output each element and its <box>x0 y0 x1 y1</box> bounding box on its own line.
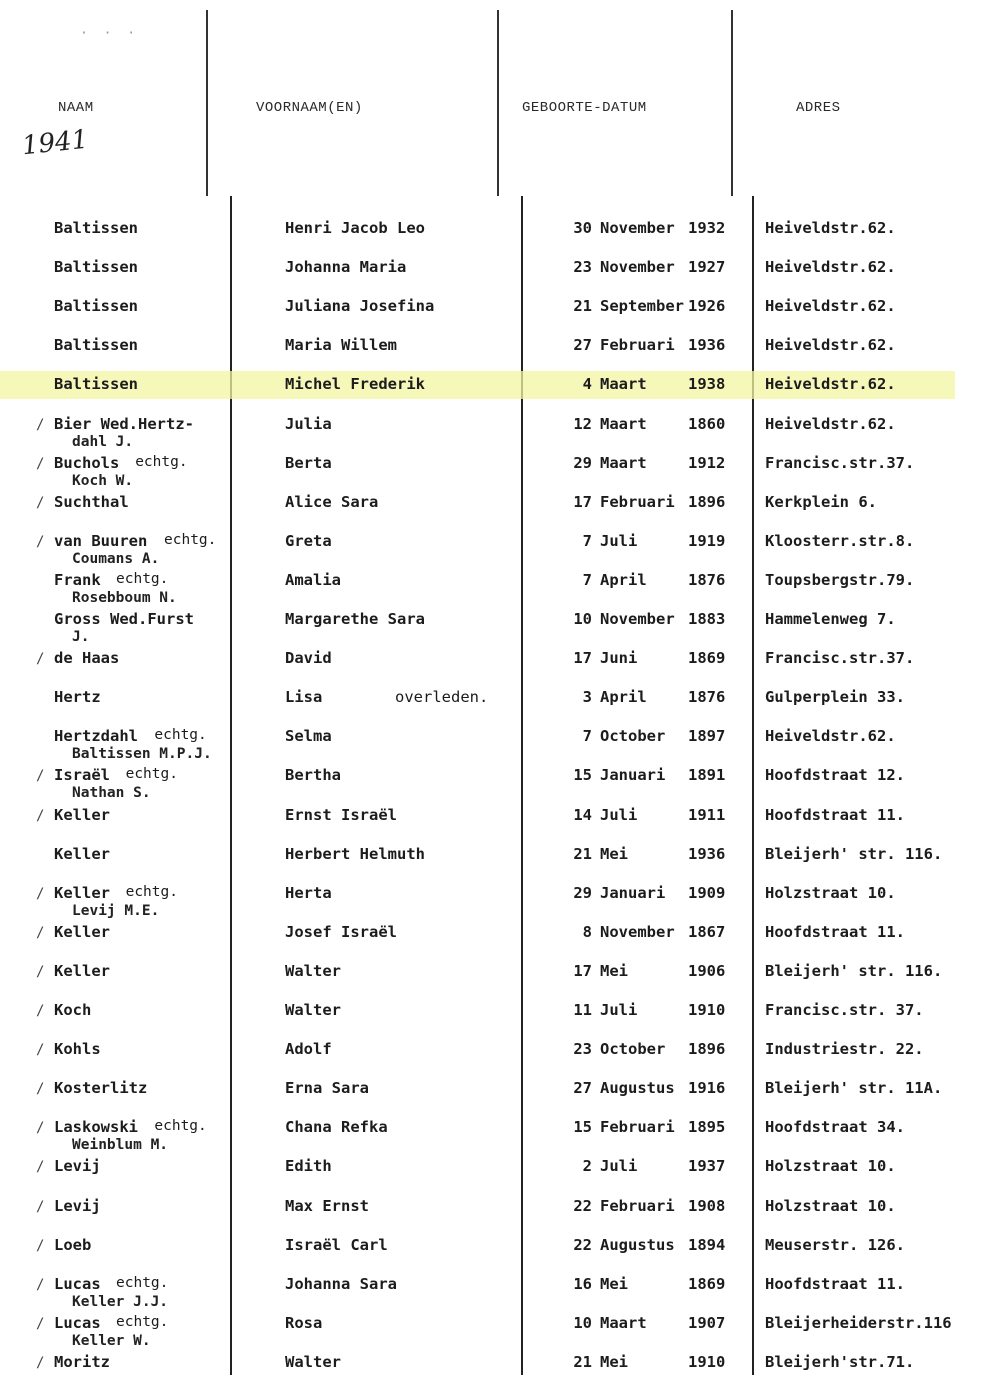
surname-cell: Hertz <box>54 688 101 706</box>
given-names-cell: Amalia <box>285 571 341 589</box>
table-row <box>0 336 1000 376</box>
birth-day-cell: 15 <box>573 1118 592 1136</box>
address-cell: Francisc.str.37. <box>765 454 915 472</box>
address-cell: Heiveldstr.62. <box>765 336 896 354</box>
table-row <box>0 415 1000 455</box>
spouse-name: dahl J. <box>72 434 134 450</box>
birth-year-cell: 1891 <box>688 766 726 784</box>
given-names-cell: Max Ernst <box>285 1197 369 1215</box>
birth-year-cell: 1926 <box>688 297 726 315</box>
given-names-cell: Johanna Sara <box>285 1275 397 1293</box>
birth-day-cell: 23 <box>573 258 592 276</box>
given-names-cell: Adolf <box>285 1040 332 1058</box>
spouse-marker: echtg. <box>154 727 207 743</box>
birth-month-cell: Maart <box>600 454 647 472</box>
surname-cell: Lucas <box>54 1314 101 1332</box>
birth-year-cell: 1876 <box>688 688 726 706</box>
birth-month-cell: Augustus <box>600 1079 675 1097</box>
check-mark: / <box>36 651 45 667</box>
birth-year-cell: 1895 <box>688 1118 726 1136</box>
surname-cell: Loeb <box>54 1236 92 1254</box>
remark: overleden. <box>395 688 489 706</box>
check-mark: / <box>36 808 45 824</box>
given-names-cell: Lisa <box>285 688 323 706</box>
birth-year-cell: 1936 <box>688 336 726 354</box>
birth-day-cell: 29 <box>573 454 592 472</box>
surname-cell: Laskowski <box>54 1118 138 1136</box>
handwritten-annotation: 1941 <box>20 124 90 162</box>
birth-year-cell: 1908 <box>688 1197 726 1215</box>
birth-month-cell: November <box>600 923 675 941</box>
surname-cell: Frank <box>54 571 101 589</box>
birth-day-cell: 17 <box>573 493 592 511</box>
surname-cell: Levij <box>54 1157 101 1175</box>
birth-month-cell: Mei <box>600 962 628 980</box>
spouse-name: Rosebboum N. <box>72 590 177 606</box>
surname-cell: Hertzdahl <box>54 727 138 745</box>
table-row <box>0 1314 1000 1354</box>
table-row <box>0 1157 1000 1197</box>
address-cell: Gulperplein 33. <box>765 688 905 706</box>
surname-cell: Moritz <box>54 1353 110 1371</box>
check-mark: / <box>36 1003 45 1019</box>
birth-year-cell: 1927 <box>688 258 726 276</box>
birth-year-cell: 1906 <box>688 962 726 980</box>
table-row <box>0 884 1000 924</box>
birth-day-cell: 3 <box>582 688 592 706</box>
birth-month-cell: Juli <box>600 1157 638 1175</box>
header-divider <box>497 10 499 196</box>
table-row <box>0 1079 1000 1119</box>
address-cell: Kerkplein 6. <box>765 493 877 511</box>
check-mark: / <box>36 1042 45 1058</box>
birth-day-cell: 23 <box>573 1040 592 1058</box>
check-mark: / <box>36 456 45 472</box>
given-names-cell: Selma <box>285 727 332 745</box>
table-row <box>0 375 1000 415</box>
spouse-name: Koch W. <box>72 473 134 489</box>
spouse-name: Weinblum M. <box>72 1137 169 1153</box>
birth-year-cell: 1907 <box>688 1314 726 1332</box>
birth-day-cell: 7 <box>582 727 592 745</box>
check-mark: / <box>36 1081 45 1097</box>
header-divider <box>731 10 733 196</box>
given-names-cell: Bertha <box>285 766 341 784</box>
given-names-cell: Maria Willem <box>285 336 397 354</box>
birth-year-cell: 1867 <box>688 923 726 941</box>
given-names-cell: Israël Carl <box>285 1236 388 1254</box>
table-row <box>0 766 1000 806</box>
birth-day-cell: 14 <box>573 806 592 824</box>
given-names-cell: Berta <box>285 454 332 472</box>
birth-year-cell: 1936 <box>688 845 726 863</box>
birth-year-cell: 1869 <box>688 1275 726 1293</box>
birth-year-cell: 1912 <box>688 454 726 472</box>
address-cell: Francisc.str. 37. <box>765 1001 924 1019</box>
surname-cell: Kosterlitz <box>54 1079 148 1097</box>
spouse-name: Coumans A. <box>72 551 160 567</box>
address-cell: Hoofdstraat 11. <box>765 923 905 941</box>
birth-year-cell: 1910 <box>688 1001 726 1019</box>
spouse-name: Keller J.J. <box>72 1294 169 1310</box>
surname-cell: Buchols <box>54 454 120 472</box>
birth-year-cell: 1896 <box>688 1040 726 1058</box>
surname-cell: Israël <box>54 766 110 784</box>
address-cell: Heiveldstr.62. <box>765 727 896 745</box>
given-names-cell: Juliana Josefina <box>285 297 435 315</box>
table-row <box>0 1353 1000 1393</box>
birth-year-cell: 1876 <box>688 571 726 589</box>
surname-cell: Koch <box>54 1001 92 1019</box>
address-cell: Bleijerheiderstr.116 <box>765 1314 952 1332</box>
birth-day-cell: 15 <box>573 766 592 784</box>
birth-day-cell: 11 <box>573 1001 592 1019</box>
check-mark: / <box>36 1316 45 1332</box>
birth-day-cell: 4 <box>582 375 592 393</box>
surname-cell: Keller <box>54 845 110 863</box>
surname-cell: Baltissen <box>54 297 138 315</box>
spouse-name: Nathan S. <box>72 785 151 801</box>
table-row <box>0 923 1000 963</box>
birth-day-cell: 7 <box>582 571 592 589</box>
address-cell: Holzstraat 10. <box>765 1157 896 1175</box>
surname-cell: Gross Wed.Furst <box>54 610 194 628</box>
address-cell: Bleijerh' str. 116. <box>765 845 943 863</box>
table-row <box>0 727 1000 767</box>
birth-year-cell: 1897 <box>688 727 726 745</box>
birth-year-cell: 1883 <box>688 610 726 628</box>
surname-cell: van Buuren <box>54 532 148 550</box>
birth-month-cell: Januari <box>600 766 666 784</box>
birth-month-cell: Februari <box>600 336 675 354</box>
address-cell: Hoofdstraat 34. <box>765 1118 905 1136</box>
given-names-cell: Rosa <box>285 1314 323 1332</box>
birth-day-cell: 10 <box>573 610 592 628</box>
check-mark: / <box>36 1277 45 1293</box>
surname-cell: Lucas <box>54 1275 101 1293</box>
table-row <box>0 688 1000 728</box>
surname-cell: Kohls <box>54 1040 101 1058</box>
birth-day-cell: 21 <box>573 1353 592 1371</box>
birth-day-cell: 21 <box>573 297 592 315</box>
address-cell: Heiveldstr.62. <box>765 415 896 433</box>
birth-month-cell: Maart <box>600 415 647 433</box>
address-cell: Hammelenweg 7. <box>765 610 896 628</box>
address-cell: Industriestr. 22. <box>765 1040 924 1058</box>
given-names-cell: Walter <box>285 1001 341 1019</box>
birth-year-cell: 1860 <box>688 415 726 433</box>
given-names-cell: Walter <box>285 1353 341 1371</box>
given-names-cell: Julia <box>285 415 332 433</box>
birth-month-cell: Juni <box>600 649 638 667</box>
birth-month-cell: October <box>600 1040 666 1058</box>
surname-cell: Keller <box>54 806 110 824</box>
birth-year-cell: 1938 <box>688 375 726 393</box>
surname-cell: Baltissen <box>54 375 138 393</box>
birth-month-cell: Mei <box>600 1275 628 1293</box>
header-naam: NAAM <box>58 100 94 116</box>
birth-day-cell: 30 <box>573 219 592 237</box>
birth-day-cell: 27 <box>573 1079 592 1097</box>
address-cell: Holzstraat 10. <box>765 1197 896 1215</box>
surname-cell: Baltissen <box>54 219 138 237</box>
check-mark: / <box>36 1120 45 1136</box>
given-names-cell: Greta <box>285 532 332 550</box>
address-cell: Bleijerh'str.71. <box>765 1353 915 1371</box>
surname-cell: Suchthal <box>54 493 129 511</box>
spouse-marker: echtg. <box>116 1275 169 1291</box>
check-mark: / <box>36 1199 45 1215</box>
birth-month-cell: Maart <box>600 375 647 393</box>
birth-year-cell: 1909 <box>688 884 726 902</box>
birth-year-cell: 1916 <box>688 1079 726 1097</box>
address-cell: Heiveldstr.62. <box>765 219 896 237</box>
birth-month-cell: October <box>600 727 666 745</box>
surname-cell: de Haas <box>54 649 120 667</box>
table-row <box>0 610 1000 650</box>
birth-day-cell: 22 <box>573 1197 592 1215</box>
table-header <box>0 0 1000 196</box>
table-row <box>0 493 1000 533</box>
given-names-cell: Alice Sara <box>285 493 379 511</box>
surname-cell: Levij <box>54 1197 101 1215</box>
surname-cell: Baltissen <box>54 336 138 354</box>
given-names-cell: Ernst Israël <box>285 806 397 824</box>
birth-year-cell: 1894 <box>688 1236 726 1254</box>
check-mark: / <box>36 417 45 433</box>
surname-cell: Keller <box>54 884 110 902</box>
spouse-name: Baltissen M.P.J. <box>72 746 212 762</box>
birth-month-cell: Mei <box>600 845 628 863</box>
address-cell: Toupsbergstr.79. <box>765 571 915 589</box>
birth-day-cell: 12 <box>573 415 592 433</box>
table-row <box>0 1197 1000 1237</box>
check-mark: / <box>36 886 45 902</box>
given-names-cell: Michel Frederik <box>285 375 425 393</box>
birth-day-cell: 17 <box>573 649 592 667</box>
header-adres: ADRES <box>796 100 841 116</box>
birth-day-cell: 29 <box>573 884 592 902</box>
address-cell: Hoofdstraat 11. <box>765 1275 905 1293</box>
table-row <box>0 845 1000 885</box>
check-mark: / <box>36 534 45 550</box>
given-names-cell: Johanna Maria <box>285 258 407 276</box>
surname-cell: Baltissen <box>54 258 138 276</box>
surname-cell: Bier Wed.Hertz- <box>54 415 194 433</box>
header-voornamen: VOORNAAM(EN) <box>256 100 363 116</box>
table-row <box>0 649 1000 689</box>
given-names-cell: Josef Israël <box>285 923 397 941</box>
birth-month-cell: Februari <box>600 1197 675 1215</box>
birth-month-cell: September <box>600 297 684 315</box>
birth-month-cell: Juli <box>600 806 638 824</box>
spouse-marker: echtg. <box>154 1118 207 1134</box>
spouse-name: J. <box>72 629 90 645</box>
birth-month-cell: November <box>600 258 675 276</box>
birth-day-cell: 22 <box>573 1236 592 1254</box>
birth-month-cell: Mei <box>600 1353 628 1371</box>
birth-day-cell: 21 <box>573 845 592 863</box>
given-names-cell: Chana Refka <box>285 1118 388 1136</box>
address-cell: Francisc.str.37. <box>765 649 915 667</box>
table-row <box>0 571 1000 611</box>
birth-day-cell: 17 <box>573 962 592 980</box>
header-divider <box>206 10 208 196</box>
birth-year-cell: 1910 <box>688 1353 726 1371</box>
birth-month-cell: Februari <box>600 1118 675 1136</box>
table-row <box>0 219 1000 259</box>
check-mark: / <box>36 768 45 784</box>
birth-day-cell: 27 <box>573 336 592 354</box>
table-row <box>0 962 1000 1002</box>
given-names-cell: Herta <box>285 884 332 902</box>
birth-year-cell: 1869 <box>688 649 726 667</box>
header-geboorte-datum: GEBOORTE-DATUM <box>522 100 647 116</box>
spouse-marker: echtg. <box>116 571 169 587</box>
address-cell: Heiveldstr.62. <box>765 258 896 276</box>
table-row <box>0 454 1000 494</box>
spouse-marker: echtg. <box>135 454 188 470</box>
birth-day-cell: 10 <box>573 1314 592 1332</box>
birth-month-cell: November <box>600 219 675 237</box>
birth-year-cell: 1932 <box>688 219 726 237</box>
address-cell: Hoofdstraat 11. <box>765 806 905 824</box>
address-cell: Heiveldstr.62. <box>765 297 896 315</box>
spouse-name: Levij M.E. <box>72 903 160 919</box>
table-row <box>0 1275 1000 1315</box>
surname-cell: Keller <box>54 923 110 941</box>
given-names-cell: Edith <box>285 1157 332 1175</box>
spouse-marker: echtg. <box>125 766 178 782</box>
given-names-cell: Walter <box>285 962 341 980</box>
check-mark: / <box>36 1238 45 1254</box>
table-row <box>0 532 1000 572</box>
check-mark: / <box>36 1355 45 1371</box>
birth-month-cell: Februari <box>600 493 675 511</box>
address-cell: Heiveldstr.62. <box>765 375 896 393</box>
birth-day-cell: 7 <box>582 532 592 550</box>
spouse-marker: echtg. <box>125 884 178 900</box>
address-cell: Holzstraat 10. <box>765 884 896 902</box>
table-row <box>0 1040 1000 1080</box>
birth-year-cell: 1937 <box>688 1157 726 1175</box>
table-row <box>0 1001 1000 1041</box>
birth-year-cell: 1919 <box>688 532 726 550</box>
address-cell: Meuserstr. 126. <box>765 1236 905 1254</box>
birth-month-cell: Maart <box>600 1314 647 1332</box>
birth-day-cell: 16 <box>573 1275 592 1293</box>
birth-year-cell: 1911 <box>688 806 726 824</box>
birth-year-cell: 1896 <box>688 493 726 511</box>
check-mark: / <box>36 925 45 941</box>
given-names-cell: Henri Jacob Leo <box>285 219 425 237</box>
spouse-marker: echtg. <box>116 1314 169 1330</box>
address-cell: Kloosterr.str.8. <box>765 532 915 550</box>
birth-month-cell: Juli <box>600 532 638 550</box>
table-row <box>0 297 1000 337</box>
birth-month-cell: April <box>600 571 647 589</box>
address-cell: Bleijerh' str. 116. <box>765 962 943 980</box>
surname-cell: Keller <box>54 962 110 980</box>
check-mark: / <box>36 495 45 511</box>
table-row <box>0 806 1000 846</box>
table-row <box>0 258 1000 298</box>
spouse-name: Keller W. <box>72 1333 151 1349</box>
given-names-cell: Margarethe Sara <box>285 610 425 628</box>
check-mark: / <box>36 964 45 980</box>
smudge-marks: · · · <box>80 26 140 41</box>
birth-month-cell: Juli <box>600 1001 638 1019</box>
table-row <box>0 1118 1000 1158</box>
spouse-marker: echtg. <box>164 532 217 548</box>
birth-month-cell: November <box>600 610 675 628</box>
birth-month-cell: Januari <box>600 884 666 902</box>
address-cell: Hoofdstraat 12. <box>765 766 905 784</box>
given-names-cell: Erna Sara <box>285 1079 369 1097</box>
given-names-cell: David <box>285 649 332 667</box>
address-cell: Bleijerh' str. 11A. <box>765 1079 943 1097</box>
given-names-cell: Herbert Helmuth <box>285 845 425 863</box>
birth-month-cell: April <box>600 688 647 706</box>
birth-day-cell: 2 <box>582 1157 592 1175</box>
birth-day-cell: 8 <box>582 923 592 941</box>
check-mark: / <box>36 1159 45 1175</box>
table-row <box>0 1236 1000 1276</box>
birth-month-cell: Augustus <box>600 1236 675 1254</box>
